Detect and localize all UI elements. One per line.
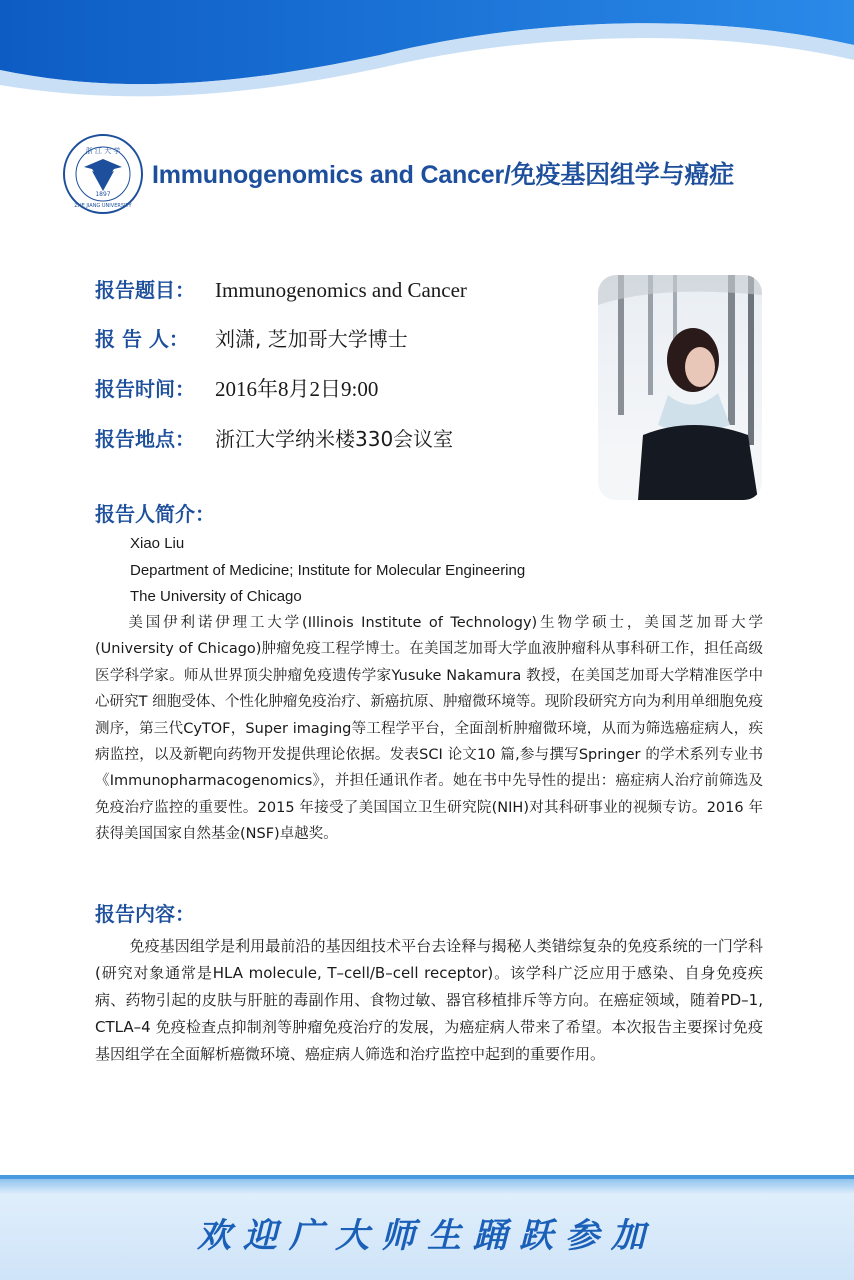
- info-label: 报 告 人：: [95, 327, 189, 351]
- info-row-time: [95, 373, 595, 409]
- svg-text:浙 江 大 学: 浙 江 大 学: [85, 147, 121, 155]
- info-value: Immunogenomics and Cancer: [215, 278, 467, 302]
- poster-title: Immunogenomics and Cancer/免疫基因组学与癌症: [152, 161, 734, 189]
- speaker-photo: [598, 275, 762, 500]
- info-value: 刘潇, 芝加哥大学博士: [215, 327, 408, 351]
- info-label: 报告地点：: [95, 427, 195, 451]
- bio-name: Xiao Liu: [130, 535, 185, 552]
- bio-text: 美国伊利诺伊理工大学(Illinois Institute of Technology)生物学硕士，美国芝加哥大学(University of Chicago)肿瘤免疫工程学博士。在美国芝加哥大学血液肿瘤科从事科研工作，担任高级医学科学家。师从世界顶尖肿瘤免疫遗传学家Yusuke Nakamura 教授，在美国芝加哥大学精准医学中心研究T 细胞受体、个性化肿瘤免疫治疗、新癌抗原、肿瘤微环境等。现阶段研究方向为利用单细胞免疫测序，第三代CyTOF，Super imaging等工程学平台，全面剖析肿瘤微环境，从而为筛选癌症病人，疾病监控，以及新靶向药物开发提供理论依据。发表SCI 论文10 篇,参与撰写Springer 的学术系列专业书《Immunopharmacogenomics》，并担任通讯作者。她在书中先导性的提出：癌症病人治疗前筛选及免疫治疗监控的重要性。2015 年接受了美国国立卫生研究院(NIH)对其科研事业的视频专访。2016 年获得美国国家自然基金(NSF)卓越奖。: [95, 615, 763, 843]
- bio-heading: 报告人简介：: [95, 502, 215, 526]
- info-row-speaker: [95, 323, 595, 359]
- zju-logo: [62, 133, 144, 215]
- svg-text:1897: 1897: [95, 191, 111, 198]
- welcome-slogan: 欢迎广大师生踊跃参加: [197, 1216, 657, 1256]
- info-row-venue: [95, 423, 595, 459]
- content-heading: 报告内容：: [95, 902, 195, 926]
- top-wave-decoration: [0, 0, 854, 110]
- info-value: 2016年8月2日9:00: [215, 377, 379, 401]
- bio-university: The University of Chicago: [130, 588, 302, 605]
- svg-text:ZHE JIANG UNIVERSITY: ZHE JIANG UNIVERSITY: [74, 203, 132, 209]
- info-value: 浙江大学纳米楼330会议室: [215, 427, 454, 451]
- info-label: 报告题目：: [95, 278, 195, 302]
- bio-department: Department of Medicine; Institute for Molecular Engineering: [130, 562, 526, 579]
- content-text: 免疫基因组学是利用最前沿的基因组技术平台去诠释与揭秘人类错综复杂的免疫系统的一门学科 (研究对象通常是HLA molecule, T–cell/B–cell receptor)。该学科广泛应用于感染、自身免疫疾病、药物引起的皮肤与肝脏的毒副作用、食物过敏、器官移植排斥等方向。在癌症领域，随着PD–1, CTLA–4 免疫检查点抑制剂等肿瘤免疫治疗的发展，为癌症病人带来了希望。本次报告主要探讨免疫基因组学在全面解析癌微环境、癌症病人筛选和治疗监控中起到的重要作用。: [95, 937, 763, 1063]
- info-label: 报告时间：: [95, 377, 195, 401]
- info-row-topic: [95, 274, 595, 310]
